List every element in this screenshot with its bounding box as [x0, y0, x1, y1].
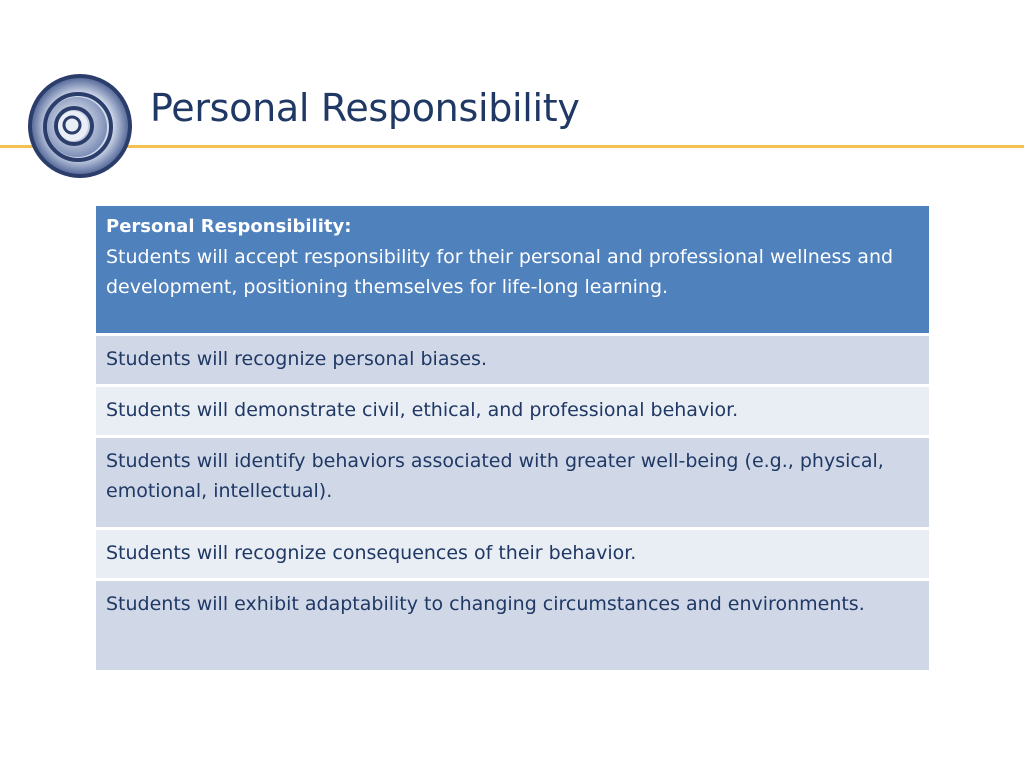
table-cell: Students will recognize personal biases.	[96, 334, 929, 385]
table-header-cell	[96, 206, 929, 334]
table-cell: Students will identify behaviors associated with greater well-being (e.g., physical, emotional, intellectual).	[96, 436, 929, 528]
table-cell: Students will demonstrate civil, ethical, and professional behavior.	[96, 385, 929, 436]
table-header-title: Personal Responsibility:	[106, 216, 352, 237]
table-row	[96, 385, 929, 436]
slide-title: Personal Responsibility	[150, 86, 580, 130]
table-row	[96, 334, 929, 385]
table-row	[96, 579, 929, 671]
table-row	[96, 528, 929, 579]
concentric-circles-logo-icon	[26, 72, 134, 180]
table-cell: Students will exhibit adaptability to changing circumstances and environments.	[96, 579, 929, 671]
table-header-row	[96, 206, 929, 334]
header-divider-line	[0, 145, 1024, 148]
table-header-text: Students will accept responsibility for their personal and professional wellness and development, positioning themselves for life-long learning.	[106, 246, 894, 298]
outcomes-table	[96, 206, 929, 673]
table-cell: Students will recognize consequences of their behavior.	[96, 528, 929, 579]
table-row	[96, 436, 929, 528]
